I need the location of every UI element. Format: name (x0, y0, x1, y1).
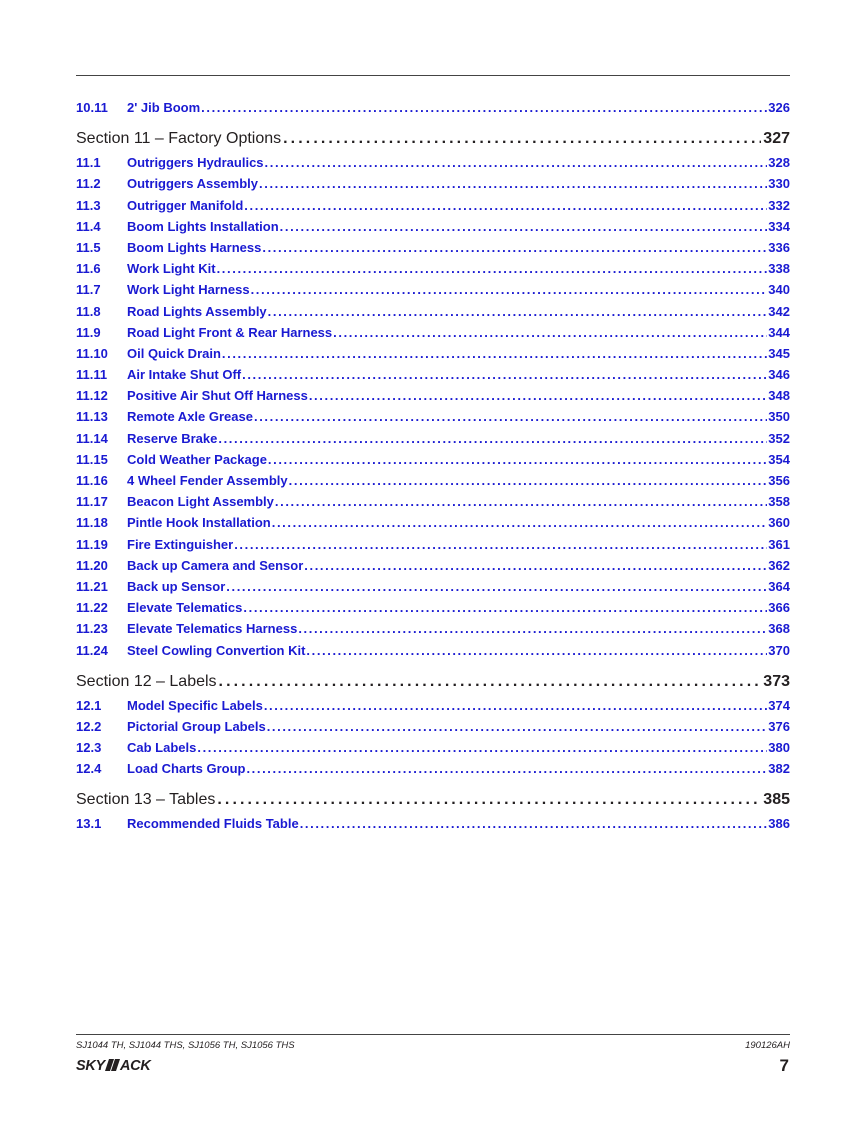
toc-entry-11-8[interactable] (76, 301, 790, 322)
dot-leader (268, 301, 768, 322)
toc-entry-11-17[interactable] (76, 491, 790, 512)
toc-entry-number: 10.11 (76, 100, 108, 115)
dot-leader (280, 216, 768, 237)
toc-entry-12-3[interactable] (76, 737, 790, 758)
toc-entry-number: 11.22 (76, 600, 108, 616)
dot-leader (267, 716, 768, 737)
toc-entry-11-19[interactable] (76, 534, 790, 555)
dot-leader (254, 406, 767, 427)
dot-leader (226, 576, 767, 597)
toc-entry-11-1[interactable] (76, 152, 790, 173)
toc-entry-number: 11.21 (76, 578, 108, 594)
skyjack-logo (76, 1057, 166, 1073)
dot-leader (262, 237, 767, 258)
toc-entry-11-13[interactable] (76, 406, 790, 427)
toc-entry-12-1[interactable] (76, 695, 790, 716)
toc-entry-number: 11.7 (76, 282, 101, 298)
toc-entry-page: 345 (768, 345, 790, 361)
toc-entry-page: 334 (768, 218, 790, 234)
toc-entry-11-6[interactable] (76, 258, 790, 279)
svg-text:ACK: ACK (120, 1058, 151, 1073)
toc-entry-11-4[interactable] (76, 216, 790, 237)
toc-entry-number: 11.14 (76, 430, 108, 446)
section-heading-12[interactable] (76, 671, 790, 693)
toc-entry-number: 11.5 (76, 239, 101, 255)
toc-entry-title: Load Charts Group (127, 761, 246, 777)
section-11-entries (76, 152, 790, 661)
footer-rule (76, 1034, 790, 1035)
dot-leader (243, 597, 767, 618)
toc-entry-title: Back up Sensor (127, 578, 226, 594)
toc-entry-number: 11.1 (76, 155, 101, 171)
dot-leader (197, 737, 767, 758)
toc-entry-page: 382 (768, 761, 790, 777)
dot-leader (304, 555, 767, 576)
toc-entry-page: 368 (768, 621, 790, 637)
toc-entry-title: Elevate Telematics Harness (127, 621, 298, 637)
toc-entry-page: 340 (768, 282, 790, 298)
toc-entry-page: 360 (768, 515, 790, 531)
toc-entry-number: 11.23 (76, 621, 108, 637)
toc-entry-number: 11.11 (76, 367, 108, 383)
dot-leader (259, 173, 767, 194)
toc-entry-11-20[interactable] (76, 555, 790, 576)
toc-entry-number: 12.4 (76, 761, 102, 777)
dot-leader (234, 534, 767, 555)
toc-entry-number: 11.2 (76, 176, 101, 192)
section-13-entries (76, 813, 790, 834)
toc-entry-title: Remote Axle Grease (127, 409, 253, 425)
dot-leader (251, 279, 768, 300)
toc-entry-title: Back up Camera and Sensor (127, 557, 304, 573)
dot-leader (217, 258, 768, 279)
toc-entry-number: 11.19 (76, 536, 108, 552)
toc-entry-page: 348 (768, 388, 790, 404)
toc-entry-page: 358 (768, 494, 790, 510)
toc-entry-11-16[interactable] (76, 470, 790, 491)
toc-entry-number: 12.2 (76, 718, 102, 734)
toc-entry-page: 361 (768, 536, 790, 552)
footer-doc-code: 190126AH (745, 1040, 790, 1051)
toc-entry-11-24[interactable] (76, 640, 790, 661)
section-page: 327 (763, 130, 790, 148)
toc-entry-number: 13.1 (76, 816, 102, 832)
toc-entry-title: Recommended Fluids Table (127, 816, 299, 832)
dot-leader (219, 671, 762, 693)
toc-entry-title: Work Light Kit (127, 261, 216, 277)
toc-entry-12-2[interactable] (76, 716, 790, 737)
toc-entry-13-1[interactable] (76, 813, 790, 834)
toc-entry-title: Outriggers Assembly (127, 176, 259, 192)
dot-leader (298, 618, 767, 639)
dot-leader (268, 449, 767, 470)
toc-entry-page: 350 (768, 409, 790, 425)
toc-entry-11-12[interactable] (76, 385, 790, 406)
toc-entry-title: Cold Weather Package (127, 451, 267, 467)
toc-entry-title: Road Light Front & Rear Harness (127, 324, 333, 340)
toc-entry-number: 12.1 (76, 697, 102, 713)
section-title: Section 13 – Tables (76, 791, 216, 809)
section-title: Section 11 – Factory Options (76, 130, 282, 148)
toc-entry-11-10[interactable] (76, 343, 790, 364)
toc-entry-page: 376 (768, 718, 790, 734)
toc-entry-number: 11.17 (76, 494, 108, 510)
dot-leader (242, 364, 767, 385)
section-12-entries (76, 695, 790, 780)
toc-entry-number: 11.9 (76, 324, 101, 340)
toc-entry-number: 11.16 (76, 473, 108, 488)
toc-entry-title: Cab Labels (127, 740, 197, 756)
dot-leader (201, 97, 767, 118)
toc-entry-page: 386 (768, 816, 790, 832)
toc-entry-number: 11.15 (76, 451, 108, 467)
toc-entry-page: 342 (768, 303, 790, 319)
dot-leader (283, 128, 761, 150)
toc-entry-number: 12.3 (76, 740, 102, 756)
toc-entry-11-5[interactable] (76, 237, 790, 258)
toc-entry-title: Outriggers Hydraulics (127, 155, 264, 171)
svg-text:SKY: SKY (76, 1058, 105, 1073)
toc-entry-number: 11.6 (76, 261, 101, 277)
toc-entry-title: Beacon Light Assembly (127, 494, 274, 510)
toc-entry-number: 11.8 (76, 303, 101, 319)
toc-entry-title: Air Intake Shut Off (127, 367, 242, 383)
toc-entry-page: 336 (768, 239, 790, 255)
dot-leader (289, 470, 768, 491)
toc-entry-11-23[interactable] (76, 618, 790, 639)
toc-entry-11-3[interactable] (76, 195, 790, 216)
dot-leader (309, 385, 767, 406)
toc-entry-11-15[interactable] (76, 449, 790, 470)
toc-entry-11-22[interactable] (76, 597, 790, 618)
toc-entry-number: 11.3 (76, 197, 101, 213)
section-heading-11[interactable] (76, 128, 790, 150)
toc-entry-page: 338 (768, 261, 790, 277)
toc-entry-title: Pintle Hook Installation (127, 515, 271, 531)
toc-entry-10-11[interactable] (76, 97, 790, 118)
toc-entry-number: 11.13 (76, 409, 108, 425)
toc-entry-title: Elevate Telematics (127, 600, 243, 616)
dot-leader (272, 512, 768, 533)
toc-entry-title: Outrigger Manifold (127, 197, 244, 213)
dot-leader (265, 152, 768, 173)
dot-leader (264, 695, 767, 716)
table-of-contents (76, 97, 790, 835)
toc-entry-page: 370 (768, 642, 790, 658)
dot-leader (217, 789, 761, 811)
dot-leader (244, 195, 767, 216)
toc-entry-page: 330 (768, 176, 790, 192)
footer-models: SJ1044 TH, SJ1044 THS, SJ1056 TH, SJ1056 THS (76, 1040, 295, 1051)
dot-leader (222, 343, 767, 364)
header-rule (76, 75, 790, 76)
toc-entry-page: 380 (768, 740, 790, 756)
toc-entry-page: 346 (768, 367, 790, 383)
dot-leader (275, 491, 767, 512)
toc-entry-title: Boom Lights Installation (127, 218, 279, 234)
dot-leader (218, 428, 767, 449)
toc-entry-title: Steel Cowling Convertion Kit (127, 642, 306, 658)
toc-entry-page: 344 (768, 324, 790, 340)
toc-entry-page: 356 (768, 473, 790, 488)
section-page: 385 (763, 791, 790, 809)
toc-entry-11-11[interactable] (76, 364, 790, 385)
toc-entry-title: Pictorial Group Labels (127, 718, 266, 734)
toc-entry-page: 366 (768, 600, 790, 616)
toc-entry-title: Reserve Brake (127, 430, 218, 446)
dot-leader (300, 813, 768, 834)
toc-entry-12-4[interactable] (76, 758, 790, 779)
toc-entry-page: 332 (768, 197, 790, 213)
toc-entry-title: Oil Quick Drain (127, 345, 221, 361)
toc-entry-11-14[interactable] (76, 428, 790, 449)
dot-leader (333, 322, 767, 343)
toc-entry-number: 11.4 (76, 218, 101, 234)
toc-entry-title: 4 Wheel Fender Assembly (127, 473, 288, 488)
toc-entry-number: 11.12 (76, 388, 108, 404)
toc-entry-title: 2' Jib Boom (127, 100, 201, 115)
toc-entry-page: 328 (768, 155, 790, 171)
section-heading-13[interactable] (76, 789, 790, 811)
toc-entry-11-7[interactable] (76, 279, 790, 300)
toc-entry-page: 362 (768, 557, 790, 573)
toc-entry-title: Road Lights Assembly (127, 303, 267, 319)
toc-entry-page: 354 (768, 451, 790, 467)
toc-entry-number: 11.20 (76, 557, 108, 573)
toc-entry-number: 11.18 (76, 515, 108, 531)
toc-entry-11-18[interactable] (76, 512, 790, 533)
toc-entry-title: Work Light Harness (127, 282, 250, 298)
toc-entry-11-2[interactable] (76, 173, 790, 194)
section-page: 373 (763, 672, 790, 690)
toc-entry-title: Positive Air Shut Off Harness (127, 388, 308, 404)
dot-leader (306, 640, 767, 661)
page-number: 7 (779, 1056, 789, 1075)
toc-entry-page: 326 (768, 100, 790, 115)
toc-entry-page: 364 (768, 578, 790, 594)
toc-entry-title: Boom Lights Harness (127, 239, 262, 255)
toc-entry-11-21[interactable] (76, 576, 790, 597)
toc-entry-page: 352 (768, 430, 790, 446)
toc-entry-11-9[interactable] (76, 322, 790, 343)
toc-entry-number: 11.10 (76, 345, 108, 361)
section-title: Section 12 – Labels (76, 672, 217, 690)
toc-entry-page: 374 (768, 697, 790, 713)
toc-entry-title: Fire Extinguisher (127, 536, 234, 552)
toc-entry-title: Model Specific Labels (127, 697, 263, 713)
toc-entry-number: 11.24 (76, 642, 108, 658)
dot-leader (246, 758, 767, 779)
